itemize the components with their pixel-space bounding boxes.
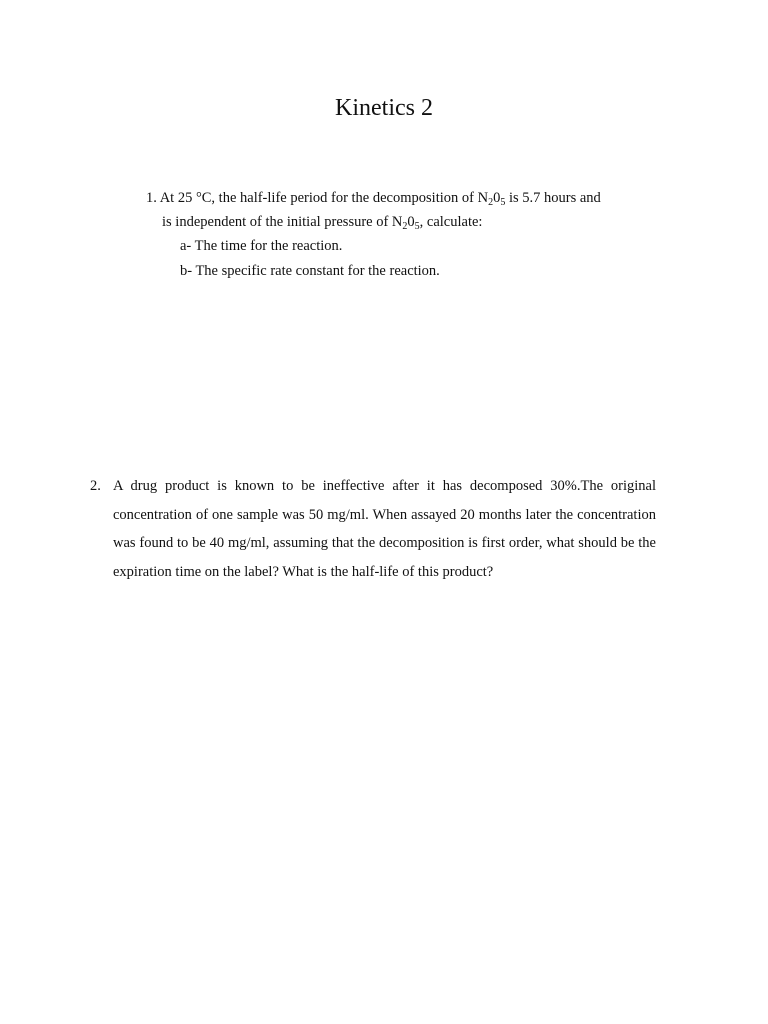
question-2-number: 2. (90, 478, 101, 494)
question-1-line-2: is independent of the initial pressure of $N_20_5$, calculate: (162, 214, 483, 232)
question-1-number: 1. (146, 190, 157, 206)
question-1-line-1: 1. At 25 °C, the half-life period for the decomposition of $N_20_5$ is 5.7 hours and (146, 190, 601, 208)
question-1-part-b: b- The specific rate constant for the reaction. (180, 263, 440, 279)
question-2-text: A drug product is known to be ineffective after it has decomposed 30%.The original concentration of one sample was 50 mg/ml. When assayed 20 months later the concentration was found to be 40 mg/ml, assuming that the decomposition is first order, what should be the expiration time on the label? What is the half-life of this product? (113, 478, 656, 581)
question-1-part-a: a- The time for the reaction. (180, 238, 343, 254)
question-2 (90, 472, 656, 587)
question-1 (146, 186, 666, 284)
page-title: Kinetics 2 (335, 95, 433, 121)
